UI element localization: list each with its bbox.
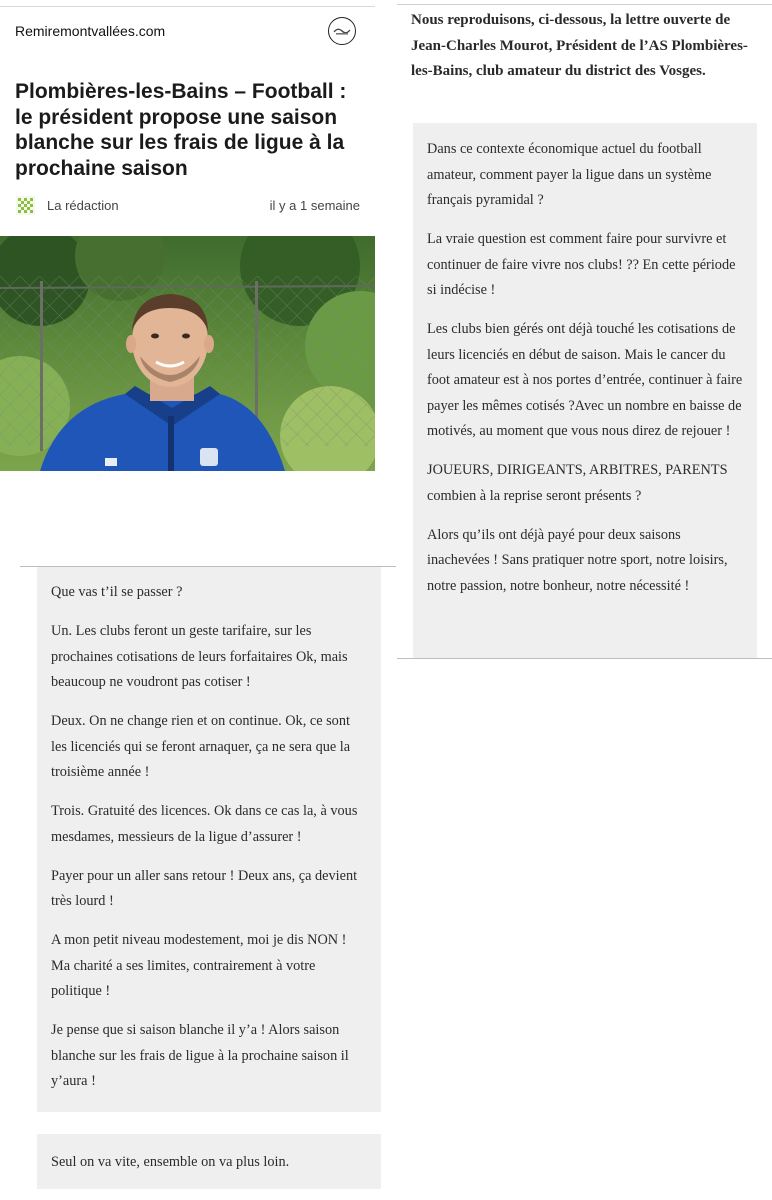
site-logo-icon[interactable] (328, 17, 356, 45)
author-avatar-icon (15, 195, 36, 216)
letter-paragraph: A mon petit niveau modestement, moi je dis NON ! Ma charité a ses limites, contrairement à votre politique ! (51, 932, 347, 999)
letter-paragraph: Dans ce contexte économique actuel du football amateur, comment payer la ligue dans un système français pyramidal ? (427, 141, 712, 208)
site-name[interactable]: Remiremontvallées.com (15, 23, 166, 39)
divider (397, 658, 772, 659)
divider (0, 6, 375, 7)
closing-quote-box (37, 1134, 381, 1189)
letter-paragraph: Trois. Gratuité des licences. Ok dans ce cas la, à vous mesdames, messieurs de la ligue d’assurer ! (51, 803, 358, 845)
divider (397, 4, 772, 5)
intro-paragraph: Nous reproduisons, ci-dessous, la lettre ouverte de Jean-Charles Mourot, Président de l’AS Plombières-les-Bains, club amateur du district des Vosges. (411, 12, 748, 79)
author-name[interactable]: La rédaction (47, 198, 119, 213)
letter-paragraph: Que vas t’il se passer ? (51, 584, 183, 600)
letter-paragraph: La vraie question est comment faire pour survivre et continuer de faire vivre nos clubs! ?? En cette période si indécise ! (427, 231, 736, 298)
letter-paragraph: Payer pour un aller sans retour ! Deux ans, ça devient très lourd ! (51, 867, 358, 909)
letter-excerpt-part-2 (37, 567, 381, 1112)
publish-time: il y a 1 semaine (269, 198, 360, 213)
letter-paragraph: Je pense que si saison blanche il y’a ! Alors saison blanche sur les frais de ligue à la prochaine saison il y’aura ! (51, 1022, 349, 1089)
letter-paragraph: Alors qu’ils ont déjà payé pour deux saisons inachevées ! Sans pratiquer notre sport, notre loisirs, notre passion, notre bonheur, notre nécessité ! (427, 526, 728, 594)
article-photo (0, 236, 375, 471)
letter-excerpt-part-1 (413, 123, 757, 658)
letter-paragraph: JOUEURS, DIRIGEANTS, ARBITRES, PARENTS combien à la reprise seront présents ? (427, 462, 728, 504)
letter-paragraph: Un. Les clubs feront un geste tarifaire, sur les prochaines cotisations de leurs forfaitaires Ok, mais beaucoup ne voudront pas cotiser ! (51, 623, 348, 690)
closing-quote: Seul on va vite, ensemble on va plus loin. (51, 1154, 290, 1170)
letter-paragraph: Les clubs bien gérés ont déjà touché les cotisations de leurs licenciés en début de saison. Mais le cancer du foot amateur est à nos portes d’entrée, continuer à faire payer les mêmes cotisés ?Avec un nombre en baisse de motivés, au moment que vous nous direz de rejouer ! (427, 321, 743, 439)
article-headline[interactable]: Plombières-les-Bains – Football : le président propose une saison blanche sur les frais de ligue à la prochaine saison (15, 80, 347, 180)
letter-paragraph: Deux. On ne change rien et on continue. Ok, ce sont les licenciés qui se feront arnaquer, ça ne sera que la troisième année ! (51, 713, 351, 780)
